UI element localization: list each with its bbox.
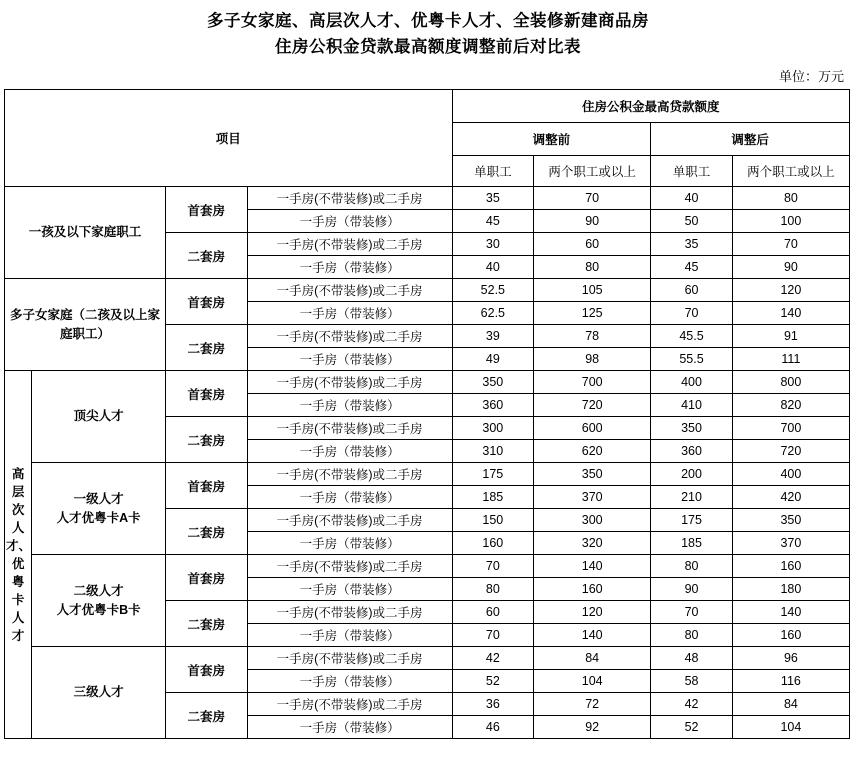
value-after-double: 104 (732, 716, 849, 739)
value-before-double: 120 (534, 601, 651, 624)
table-row (5, 555, 850, 578)
value-before-single: 30 (452, 233, 534, 256)
value-before-single: 52.5 (452, 279, 534, 302)
value-before-double: 60 (534, 233, 651, 256)
value-before-single: 310 (452, 440, 534, 463)
value-before-double: 98 (534, 348, 651, 371)
table-row (5, 463, 850, 486)
value-after-double: 720 (732, 440, 849, 463)
comparison-table (4, 89, 850, 739)
value-after-single: 55.5 (651, 348, 733, 371)
value-before-single: 46 (452, 716, 534, 739)
value-after-single: 90 (651, 578, 733, 601)
subgroup-label: 顶尖人才 (32, 371, 166, 463)
value-after-double: 800 (732, 371, 849, 394)
value-before-single: 52 (452, 670, 534, 693)
house-type-label: 二套房 (166, 417, 248, 463)
product-type-label: 一手房(不带装修)或二手房 (247, 233, 452, 256)
value-before-single: 175 (452, 463, 534, 486)
document-title (0, 0, 856, 60)
value-after-double: 80 (732, 187, 849, 210)
value-before-double: 620 (534, 440, 651, 463)
header-after-double: 两个职工或以上 (732, 156, 849, 187)
house-type-label: 二套房 (166, 693, 248, 739)
value-after-single: 200 (651, 463, 733, 486)
value-before-single: 185 (452, 486, 534, 509)
value-before-double: 72 (534, 693, 651, 716)
product-type-label: 一手房（带装修） (247, 302, 452, 325)
value-before-double: 105 (534, 279, 651, 302)
value-after-double: 100 (732, 210, 849, 233)
value-after-double: 180 (732, 578, 849, 601)
product-type-label: 一手房(不带装修)或二手房 (247, 509, 452, 532)
value-after-single: 185 (651, 532, 733, 555)
value-before-double: 84 (534, 647, 651, 670)
value-after-single: 70 (651, 601, 733, 624)
product-type-label: 一手房(不带装修)或二手房 (247, 647, 452, 670)
value-after-double: 84 (732, 693, 849, 716)
title-line-1: 多子女家庭、高层次人才、优粤卡人才、全装修新建商品房 (207, 12, 649, 30)
product-type-label: 一手房（带装修） (247, 716, 452, 739)
value-after-single: 35 (651, 233, 733, 256)
value-before-double: 300 (534, 509, 651, 532)
product-type-label: 一手房（带装修） (247, 486, 452, 509)
value-before-single: 150 (452, 509, 534, 532)
category-label: 一孩及以下家庭职工 (5, 187, 166, 279)
value-after-double: 90 (732, 256, 849, 279)
house-type-label: 首套房 (166, 647, 248, 693)
product-type-label: 一手房(不带装修)或二手房 (247, 279, 452, 302)
value-before-single: 70 (452, 555, 534, 578)
value-after-double: 400 (732, 463, 849, 486)
product-type-label: 一手房（带装修） (247, 624, 452, 647)
value-after-single: 210 (651, 486, 733, 509)
value-before-single: 160 (452, 532, 534, 555)
product-type-label: 一手房（带装修） (247, 256, 452, 279)
header-row-1 (5, 90, 850, 123)
category-label: 多子女家庭（二孩及以上家庭职工） (5, 279, 166, 371)
product-type-label: 一手房（带装修） (247, 348, 452, 371)
table-row (5, 279, 850, 302)
value-before-single: 39 (452, 325, 534, 348)
product-type-label: 一手房(不带装修)或二手房 (247, 693, 452, 716)
value-before-single: 40 (452, 256, 534, 279)
value-after-single: 80 (651, 555, 733, 578)
header-before-double: 两个职工或以上 (534, 156, 651, 187)
value-after-double: 70 (732, 233, 849, 256)
value-before-double: 92 (534, 716, 651, 739)
value-before-single: 49 (452, 348, 534, 371)
value-after-double: 111 (732, 348, 849, 371)
value-after-double: 420 (732, 486, 849, 509)
header-group: 住房公积金最高贷款额度 (452, 90, 849, 123)
value-before-double: 140 (534, 555, 651, 578)
value-after-double: 370 (732, 532, 849, 555)
product-type-label: 一手房(不带装修)或二手房 (247, 417, 452, 440)
header-after-single: 单职工 (651, 156, 733, 187)
value-after-single: 42 (651, 693, 733, 716)
product-type-label: 一手房(不带装修)或二手房 (247, 463, 452, 486)
value-before-double: 80 (534, 256, 651, 279)
value-after-double: 140 (732, 601, 849, 624)
value-after-single: 58 (651, 670, 733, 693)
value-before-single: 62.5 (452, 302, 534, 325)
house-type-label: 二套房 (166, 509, 248, 555)
value-after-single: 60 (651, 279, 733, 302)
table-row (5, 371, 850, 394)
value-after-single: 175 (651, 509, 733, 532)
value-before-single: 60 (452, 601, 534, 624)
product-type-label: 一手房（带装修） (247, 578, 452, 601)
house-type-label: 首套房 (166, 463, 248, 509)
house-type-label: 首套房 (166, 279, 248, 325)
product-type-label: 一手房（带装修） (247, 210, 452, 233)
value-before-double: 125 (534, 302, 651, 325)
subgroup-label: 二级人才 人才优粤卡B卡 (32, 555, 166, 647)
value-after-single: 40 (651, 187, 733, 210)
value-before-double: 720 (534, 394, 651, 417)
unit-note: 单位：万元 (778, 69, 844, 84)
house-type-label: 首套房 (166, 187, 248, 233)
value-after-double: 116 (732, 670, 849, 693)
value-after-single: 48 (651, 647, 733, 670)
value-after-single: 360 (651, 440, 733, 463)
value-before-double: 350 (534, 463, 651, 486)
value-before-double: 160 (534, 578, 651, 601)
subgroup-label: 一级人才 人才优粤卡A卡 (32, 463, 166, 555)
product-type-label: 一手房(不带装修)或二手房 (247, 555, 452, 578)
value-before-single: 36 (452, 693, 534, 716)
subgroup-label: 三级人才 (32, 647, 166, 739)
product-type-label: 一手房(不带装修)或二手房 (247, 187, 452, 210)
value-after-single: 350 (651, 417, 733, 440)
value-before-double: 600 (534, 417, 651, 440)
value-before-single: 350 (452, 371, 534, 394)
value-before-single: 35 (452, 187, 534, 210)
category-vertical-label: 高层次人才、优粤卡人才 (5, 371, 32, 739)
value-after-double: 820 (732, 394, 849, 417)
product-type-label: 一手房（带装修） (247, 394, 452, 417)
value-after-double: 700 (732, 417, 849, 440)
header-before: 调整前 (452, 123, 651, 156)
value-after-single: 400 (651, 371, 733, 394)
value-before-double: 104 (534, 670, 651, 693)
value-after-single: 70 (651, 302, 733, 325)
value-after-single: 52 (651, 716, 733, 739)
table-row (5, 187, 850, 210)
value-after-single: 45.5 (651, 325, 733, 348)
house-type-label: 二套房 (166, 601, 248, 647)
value-before-single: 45 (452, 210, 534, 233)
value-before-single: 80 (452, 578, 534, 601)
product-type-label: 一手房(不带装修)或二手房 (247, 601, 452, 624)
product-type-label: 一手房（带装修） (247, 670, 452, 693)
value-before-single: 42 (452, 647, 534, 670)
value-after-single: 410 (651, 394, 733, 417)
product-type-label: 一手房(不带装修)或二手房 (247, 325, 452, 348)
value-after-single: 80 (651, 624, 733, 647)
value-before-single: 360 (452, 394, 534, 417)
value-before-double: 78 (534, 325, 651, 348)
product-type-label: 一手房(不带装修)或二手房 (247, 371, 452, 394)
product-type-label: 一手房（带装修） (247, 440, 452, 463)
house-type-label: 二套房 (166, 233, 248, 279)
value-after-single: 45 (651, 256, 733, 279)
house-type-label: 首套房 (166, 555, 248, 601)
value-before-double: 320 (534, 532, 651, 555)
value-before-double: 370 (534, 486, 651, 509)
value-after-double: 160 (732, 555, 849, 578)
value-after-single: 50 (651, 210, 733, 233)
product-type-label: 一手房（带装修） (247, 532, 452, 555)
value-before-double: 140 (534, 624, 651, 647)
value-before-double: 70 (534, 187, 651, 210)
value-before-single: 300 (452, 417, 534, 440)
value-before-double: 90 (534, 210, 651, 233)
header-item-col: 项目 (5, 90, 453, 187)
house-type-label: 二套房 (166, 325, 248, 371)
header-after: 调整后 (651, 123, 850, 156)
value-after-double: 91 (732, 325, 849, 348)
value-after-double: 140 (732, 302, 849, 325)
value-after-double: 350 (732, 509, 849, 532)
title-line-2: 住房公积金贷款最高额度调整前后对比表 (275, 38, 581, 56)
header-before-single: 单职工 (452, 156, 534, 187)
value-before-single: 70 (452, 624, 534, 647)
value-after-double: 160 (732, 624, 849, 647)
value-before-double: 700 (534, 371, 651, 394)
value-after-double: 96 (732, 647, 849, 670)
value-after-double: 120 (732, 279, 849, 302)
table-row (5, 647, 850, 670)
house-type-label: 首套房 (166, 371, 248, 417)
